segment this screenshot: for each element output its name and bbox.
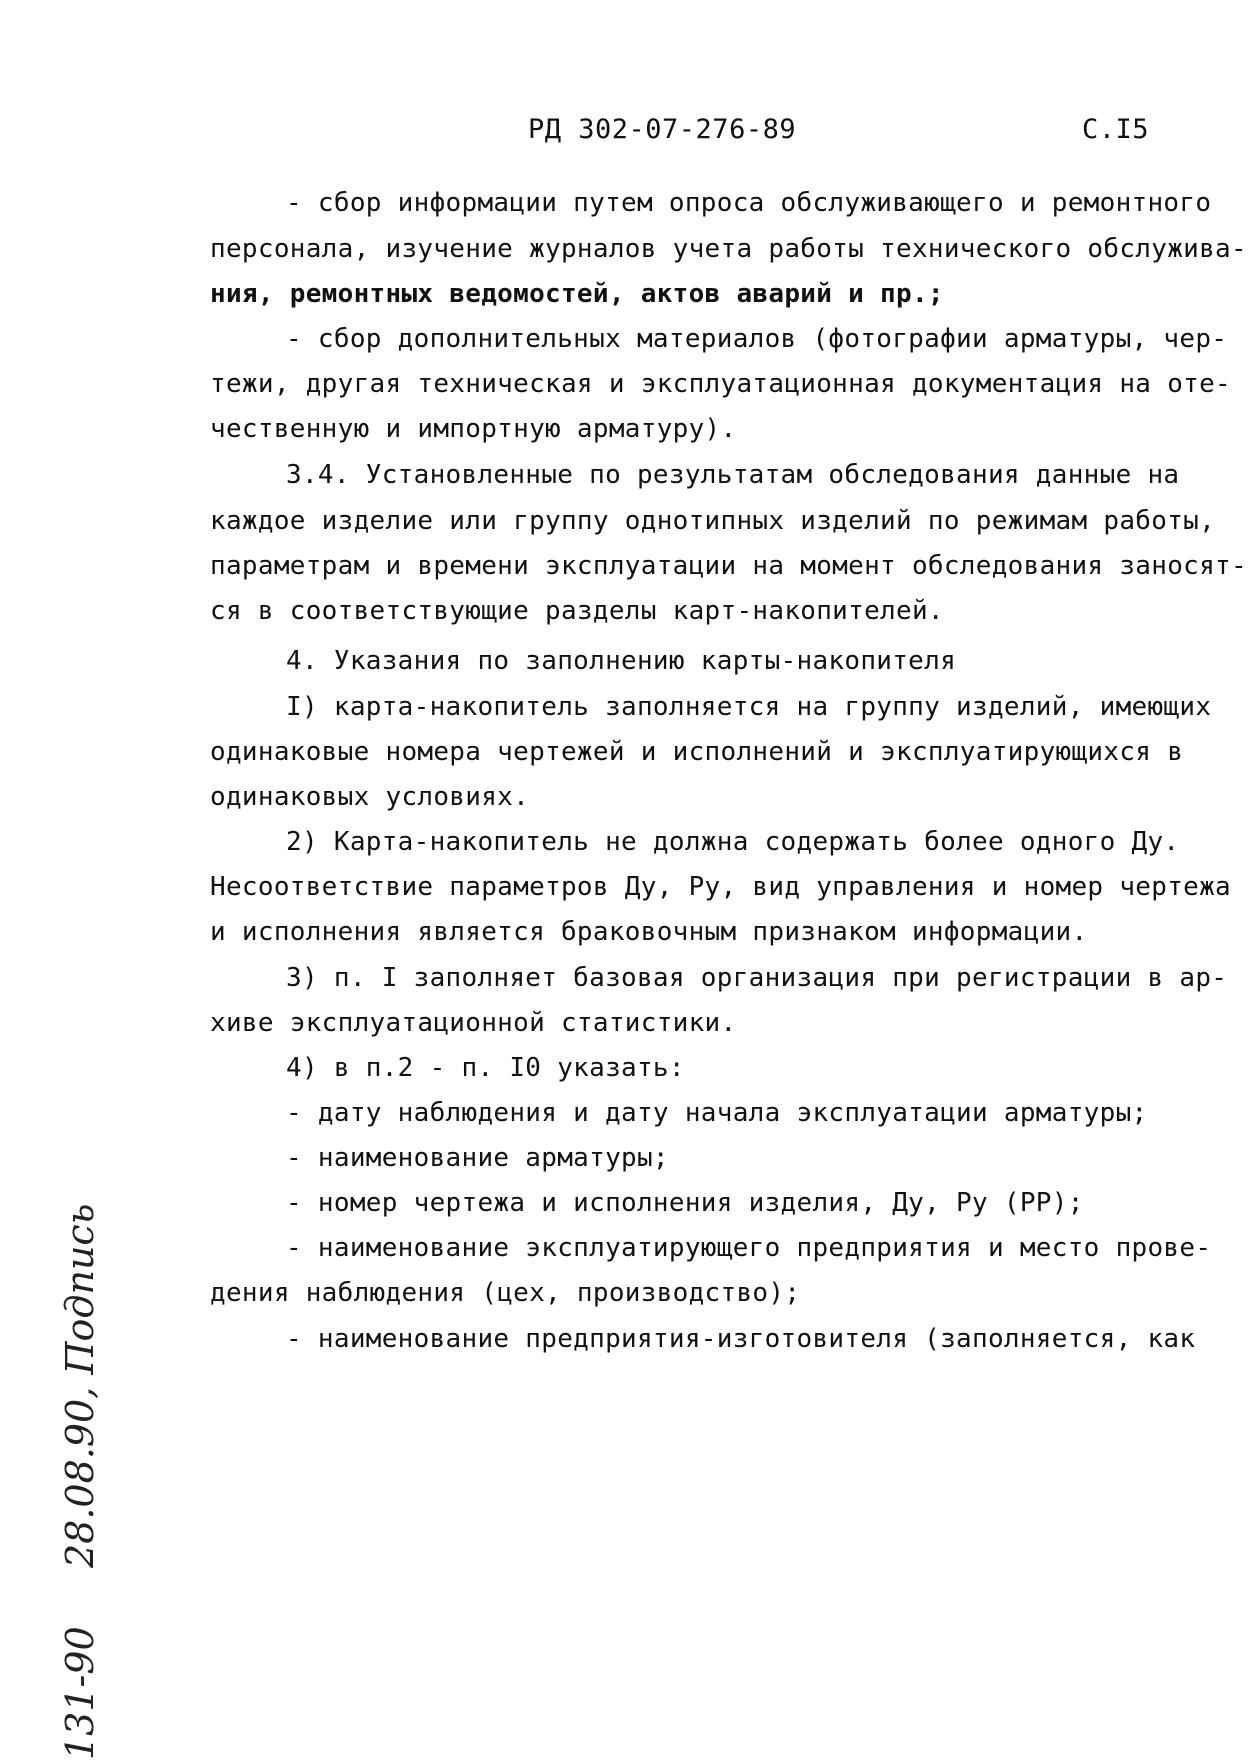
text-line: чественную и импортную арматуру). xyxy=(210,414,737,444)
text-line: - наименование арматуры; xyxy=(286,1143,669,1173)
text-line: - дату наблюдения и дату начала эксплуатации арматуры; xyxy=(286,1098,1148,1128)
text-line: хиве эксплуатационной статистики. xyxy=(210,1008,737,1038)
text-line: ния, ремонтных ведомостей, актов аварий и пр.; xyxy=(210,279,944,309)
section-heading: 4. Указания по заполнению карты-накопителя xyxy=(286,646,957,676)
text-line: - сбор информации путем опроса обслуживающего и ремонтного xyxy=(286,188,1212,218)
text-line: - сбор дополнительных материалов (фотографии арматуры, чер- xyxy=(286,324,1228,354)
text-line: - номер чертежа и исполнения изделия, Ду, Ру (РР); xyxy=(286,1188,1084,1218)
text-line: 3) п. I заполняет базовая организация при регистрации в ар- xyxy=(286,963,1228,993)
text-line: тежи, другая техническая и эксплуатационная документация на оте- xyxy=(210,369,1232,399)
text-line: 3.4. Установленные по результатам обследования данные на xyxy=(286,460,1180,490)
text-line: каждое изделие или группу однотипных изделий по режимам работы, xyxy=(210,506,1216,536)
text-line: ся в соответствующие разделы карт-накопителей. xyxy=(210,596,944,626)
margin-inventory-number: 131-90 xyxy=(58,1626,102,1760)
text-line: персонала, изучение журналов учета работы технического обслужива- xyxy=(210,234,1247,264)
text-line: I) карта-накопитель заполняется на группу изделий, имеющих xyxy=(286,692,1212,722)
page-number: С.I5 xyxy=(1082,114,1150,145)
text-line: 2) Карта-накопитель не должна содержать более одного Ду. xyxy=(286,827,1180,857)
text-line: дения наблюдения (цех, производство); xyxy=(210,1278,801,1308)
text-line: - наименование эксплуатирующего предприятия и место прове- xyxy=(286,1233,1212,1263)
margin-signature-date: 28.08.90, Подпись xyxy=(58,1203,102,1568)
text-line: 4) в п.2 - п. I0 указать: xyxy=(286,1053,685,1083)
document-code: РД 302-07-276-89 xyxy=(528,114,797,145)
text-line: и исполнения является браковочным признаком информации. xyxy=(210,917,1088,947)
text-line: - наименование предприятия-изготовителя (заполняется, как xyxy=(286,1324,1196,1354)
text-line: одинаковых условиях. xyxy=(210,782,530,812)
text-line: Несоответствие параметров Ду, Ру, вид управления и номер чертежа xyxy=(210,872,1232,902)
text-line: параметрам и времени эксплуатации на момент обследования заносят- xyxy=(210,551,1247,581)
text-line: одинаковые номера чертежей и исполнений и эксплуатирующихся в xyxy=(210,737,1184,767)
